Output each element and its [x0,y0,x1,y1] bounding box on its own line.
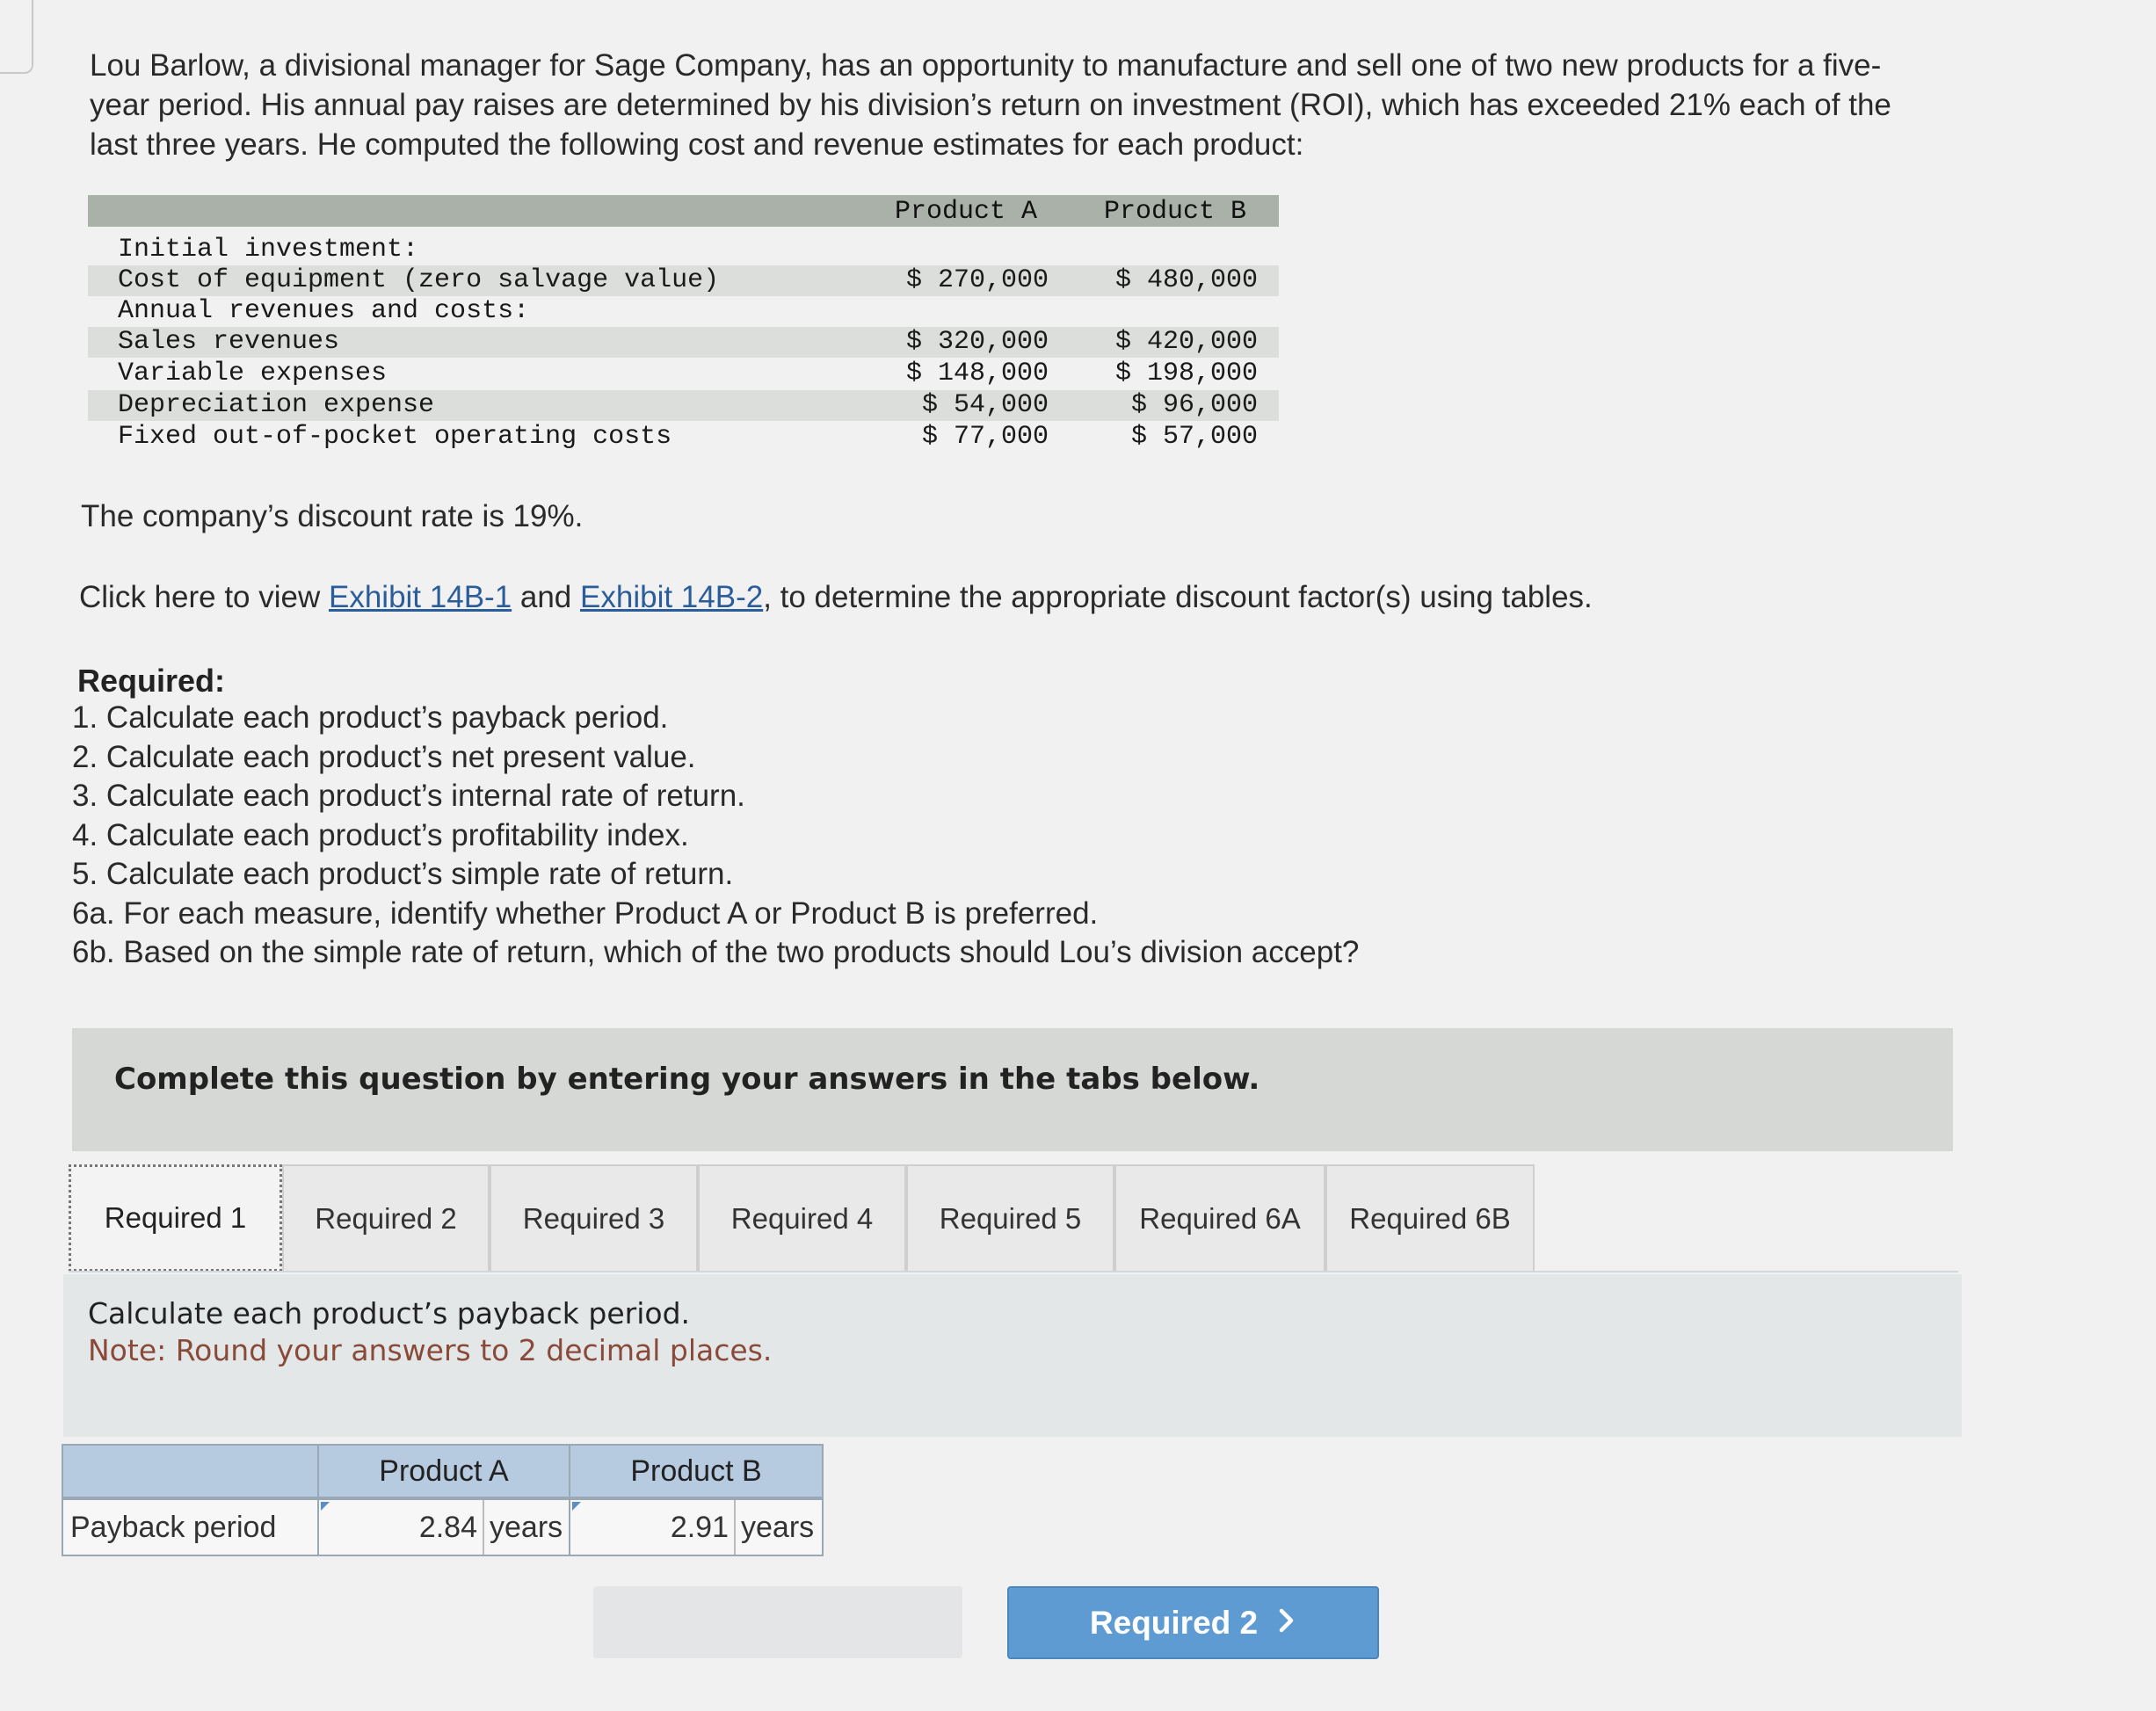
tab-required-3[interactable]: Required 3 [490,1164,698,1272]
intro-line: year period. His annual pay raises are determined by his division’s return on investment (ROI), which has exceeded 21% each of the [90,88,1891,122]
tab-required-4[interactable]: Required 4 [698,1164,906,1272]
product-b-answer-cell [569,1498,824,1556]
panel-note: Note: Round your answers to 2 decimal places. [88,1333,773,1367]
required-list [72,699,1359,973]
exhibit-suffix: , to determine the appropriate discount factor(s) using tables. [763,580,1593,614]
answer-header-product-a: Product A [317,1444,570,1498]
panel-instruction: Calculate each product’s payback period. [88,1296,691,1330]
banner-text: Complete this question by entering your answers in the tabs below. [114,1062,1260,1097]
required-item: 3. Calculate each product’s internal rate of return. [72,779,745,813]
table-row [88,390,1279,421]
chevron-right-icon [1277,1605,1296,1642]
required-item: 5. Calculate each product’s simple rate of return. [72,857,734,891]
product-a-unit: years [483,1500,563,1555]
required-item: 2. Calculate each product’s net present value. [72,739,696,774]
table-row [88,327,1279,358]
row-label-payback-period: Payback period [62,1498,319,1556]
table-row [88,235,1279,265]
required-title: Required: [77,663,226,699]
product-a-value: $ 320,000 [905,327,1049,357]
intro-line: Lou Barlow, a divisional manager for Sage Company, has an opportunity to manufacture and sell one of two new products for a five- [90,48,1882,83]
product-a-answer-cell [317,1498,570,1556]
product-b-value: $ 420,000 [1114,327,1258,357]
tabs-divider [69,1271,1958,1272]
problem-intro [90,46,2058,164]
question-tabs [69,1164,1958,1272]
window-edge-mark [0,0,33,74]
product-a-value: $ 54,000 [921,390,1049,420]
discount-rate-text: The company’s discount rate is 19%. [81,499,584,533]
tab-required-1[interactable]: Required 1 [69,1164,282,1272]
exhibit-mid: and [512,580,581,614]
row-label: Annual revenues and costs: [118,296,530,326]
tab-required-5[interactable]: Required 5 [906,1164,1114,1272]
product-b-unit: years [734,1500,814,1555]
product-b-payback-input[interactable] [570,1500,734,1555]
previous-button-disabled [593,1586,962,1658]
answer-header-blank [62,1444,319,1498]
row-label: Variable expenses [118,359,388,388]
required-item: 6b. Based on the simple rate of return, which of the two products should Lou’s division accept? [72,935,1360,969]
table-row [88,296,1279,327]
table-row [88,265,1279,296]
product-b-value: $ 57,000 [1130,422,1258,452]
column-header-product-b: Product B [1104,197,1247,227]
exhibit-14b-2-link[interactable]: Exhibit 14B-2 [580,580,764,614]
product-a-payback-input[interactable] [319,1500,483,1555]
product-b-value: $ 198,000 [1114,359,1258,388]
tab-instructions-panel [63,1274,1962,1437]
row-label: Sales revenues [118,327,340,357]
product-a-value: $ 148,000 [905,359,1049,388]
instructions-banner [72,1028,1953,1151]
answer-header-product-b: Product B [569,1444,824,1498]
row-label: Initial investment: [118,235,419,265]
table-row [88,359,1279,389]
required-item: 4. Calculate each product’s profitability index. [72,817,689,852]
tab-required-6a[interactable]: Required 6A [1114,1164,1325,1272]
required-item: 1. Calculate each product’s payback period. [72,700,669,735]
row-label: Fixed out-of-pocket operating costs [118,422,672,452]
next-button-label: Required 2 [1089,1604,1259,1641]
table-header [88,195,1279,227]
row-label: Depreciation expense [118,390,435,420]
exhibit-prefix: Click here to view [79,580,329,614]
product-b-value: $ 96,000 [1130,390,1258,420]
tab-required-6b[interactable]: Required 6B [1325,1164,1535,1272]
row-label: Cost of equipment (zero salvage value) [118,265,720,295]
product-a-value: $ 270,000 [905,265,1049,295]
exhibit-line [79,580,1593,615]
next-required-2-button[interactable] [1007,1586,1379,1659]
product-b-value: $ 480,000 [1114,265,1258,295]
column-header-product-a: Product A [895,197,1038,227]
tab-required-2[interactable]: Required 2 [282,1164,490,1272]
product-a-value: $ 77,000 [921,422,1049,452]
exhibit-14b-1-link[interactable]: Exhibit 14B-1 [328,580,512,614]
table-row [88,422,1279,453]
intro-line: last three years. He computed the following cost and revenue estimates for each product: [90,127,1304,162]
required-item: 6a. For each measure, identify whether Product A or Product B is preferred. [72,895,1099,931]
